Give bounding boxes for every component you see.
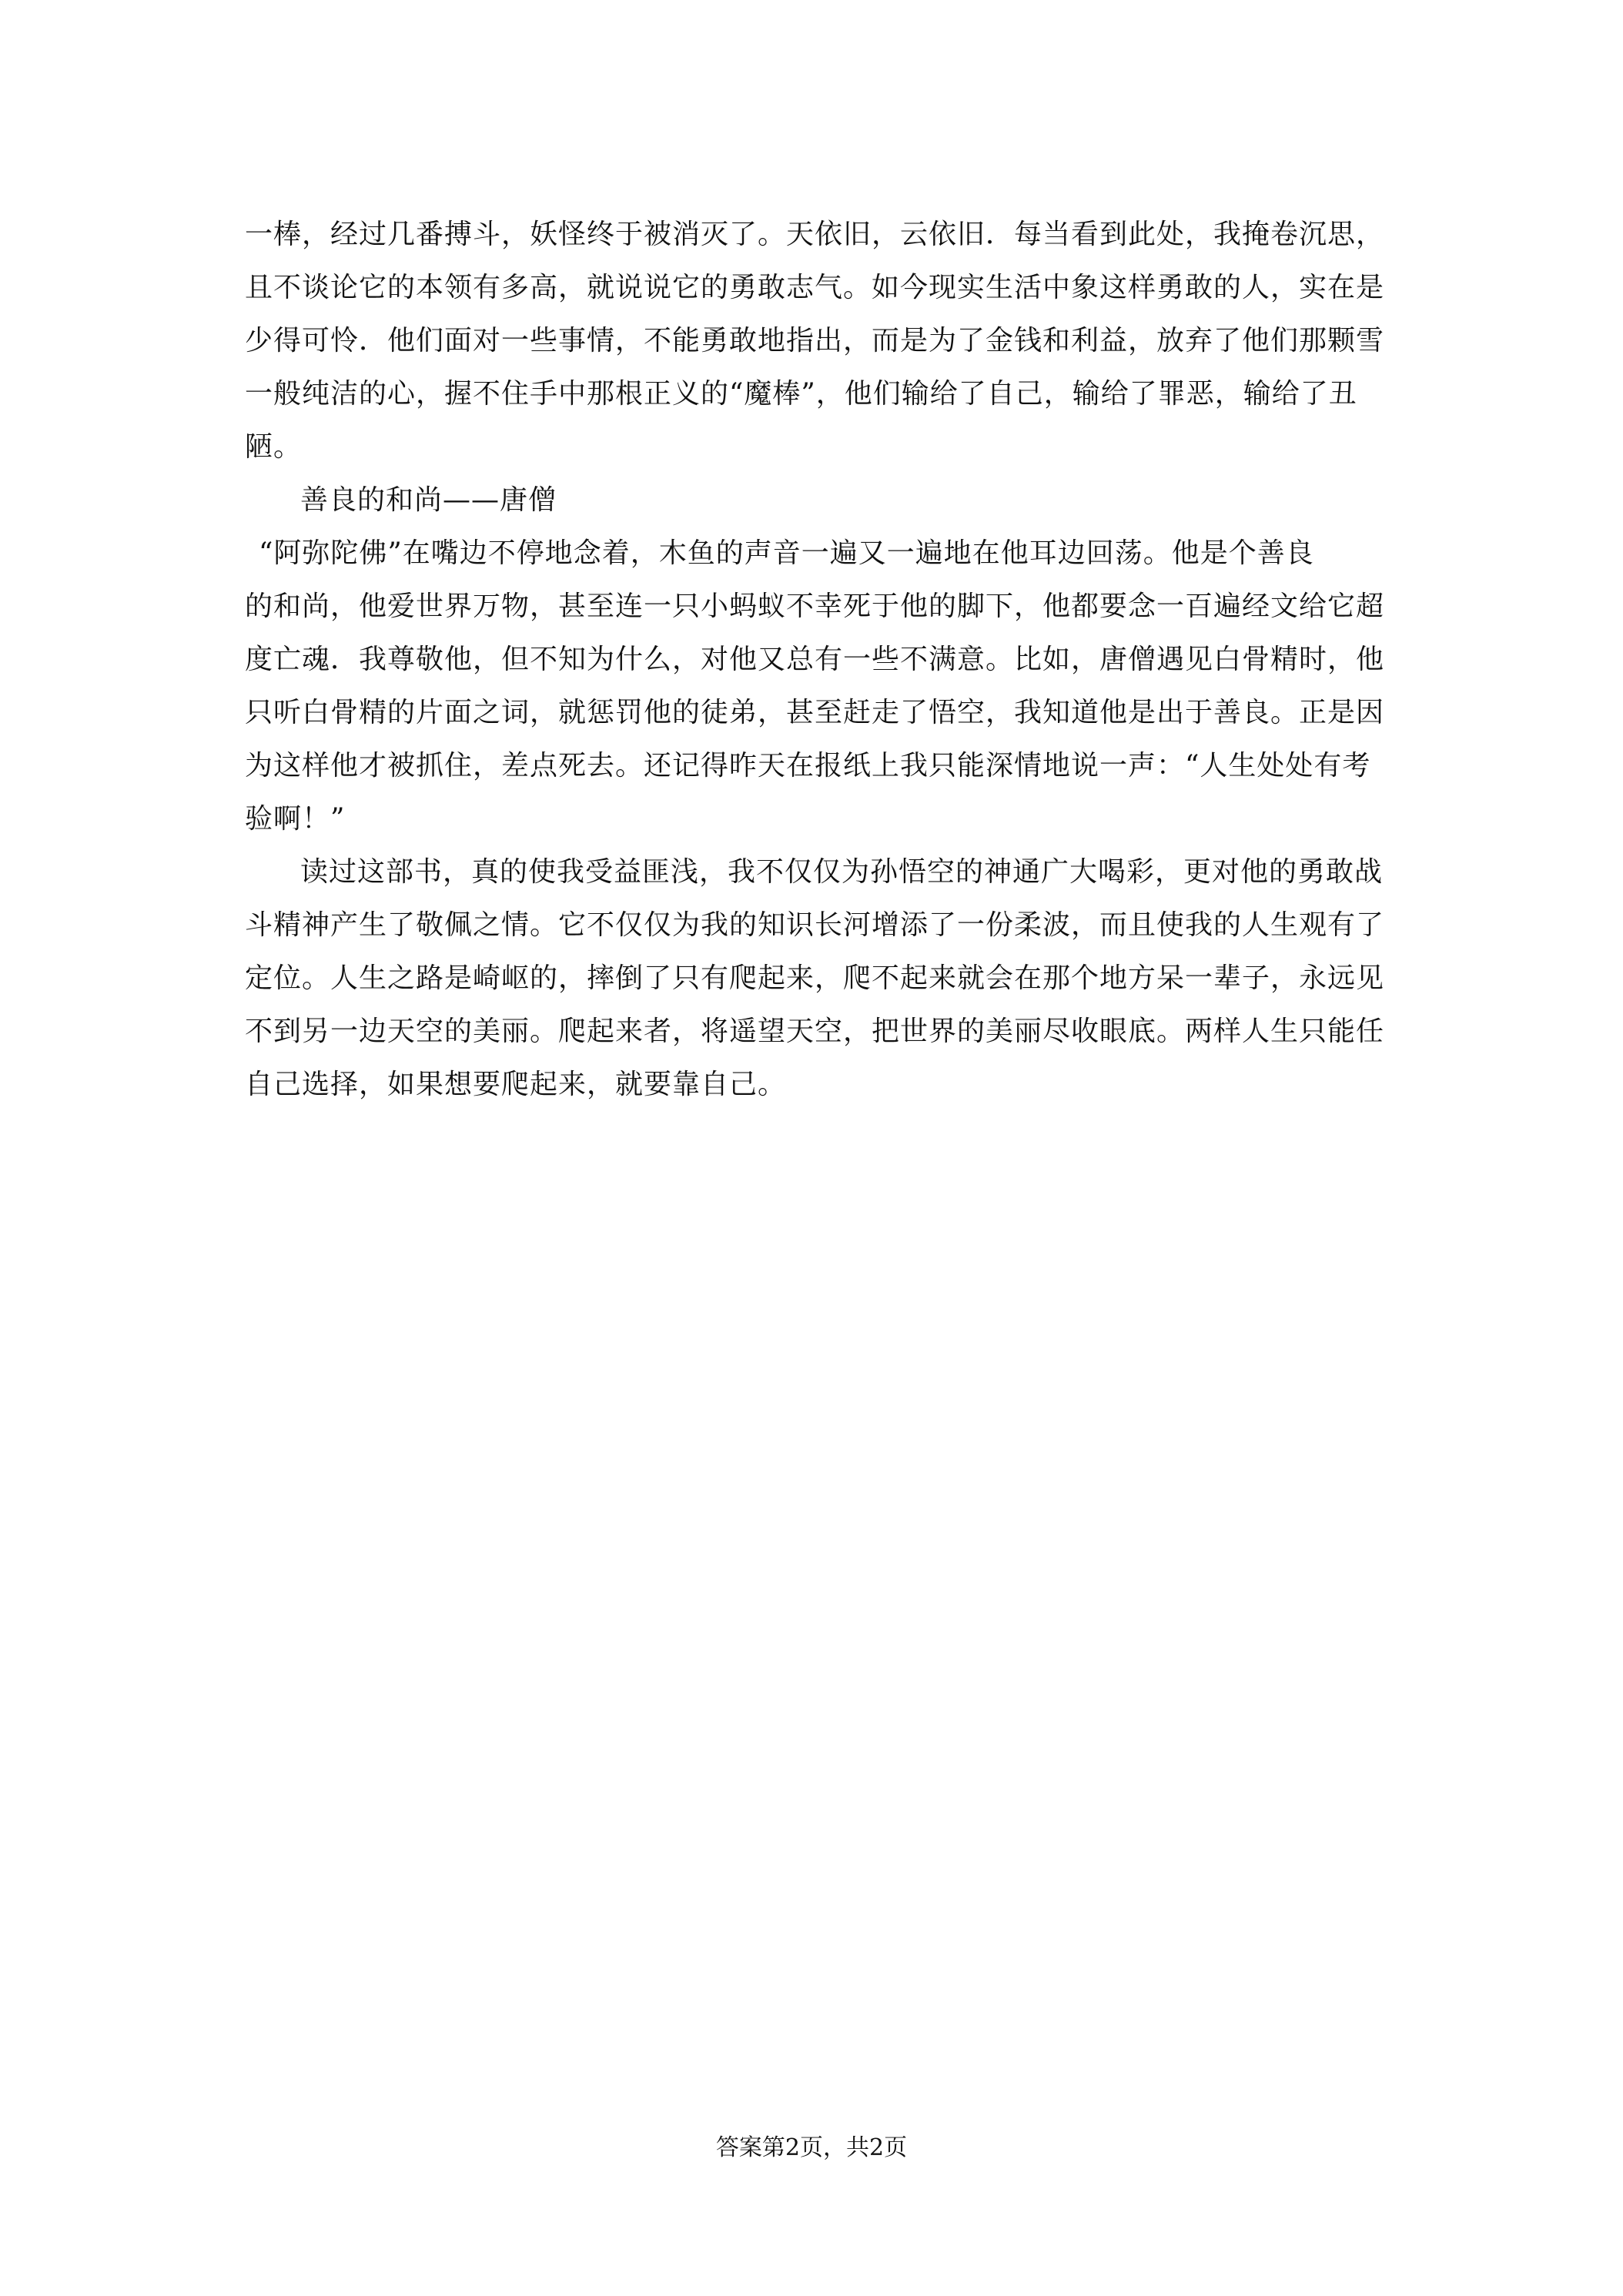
paragraph-4 <box>245 845 1384 1111</box>
section-heading: 善良的和尚——唐僧 <box>300 484 557 516</box>
text-line: 不到另一边天空的美丽。爬起来者，将遥望天空，把世界的美丽尽收眼底。两样人生只能任 <box>245 1016 1385 1047</box>
text-line: 读过这部书，真的使我受益匪浅，我不仅仅为孙悟空的神通广大喝彩，更对他的勇敢战 <box>300 856 1384 888</box>
text-line: 斗精神产生了敬佩之情。它不仅仅为我的知识长河增添了一份柔波，而且使我的人生观有了 <box>245 909 1385 941</box>
text-line: 一般纯洁的心，握不住手中那根正义的“魔棒”，他们输给了自己，输给了罪恶，输给了丑 <box>245 378 1357 410</box>
text-line: “阿弥陀佛”在嘴边不停地念着，木鱼的声音一遍又一遍地在他耳边回荡。他是个善良 <box>259 537 1314 569</box>
text-line: 一棒，经过几番搏斗，妖怪终于被消灭了。天依旧，云依旧．每当看到此处，我掩卷沉思， <box>245 219 1385 250</box>
paragraph-3 <box>245 527 1384 845</box>
text-line: 的和尚，他爱世界万物，甚至连一只小蚂蚁不幸死于他的脚下，他都要念一百遍经文给它超 <box>245 591 1385 622</box>
text-line: 且不谈论它的本领有多高，就说说它的勇敢志气。如今现实生活中象这样勇敢的人，实在是 <box>245 272 1385 303</box>
paragraph-1 <box>245 208 1384 474</box>
page-footer: 答案第2页，共2页 <box>715 2134 908 2161</box>
text-line: 为这样他才被抓住，差点死去。还记得昨天在报纸上我只能深情地说一声：“人生处处有考 <box>245 750 1371 782</box>
text-line: 陋。 <box>245 431 303 463</box>
text-line: 验啊！” <box>245 803 346 835</box>
text-line: 度亡魂．我尊敬他，但不知为什么，对他又总有一些不满意。比如，唐僧遇见白骨精时，他 <box>245 644 1385 675</box>
text-line: 自己选择，如果想要爬起来，就要靠自己。 <box>245 1069 787 1100</box>
paragraph-2-heading <box>245 474 1384 527</box>
text-line: 只听白骨精的片面之词，就惩罚他的徒弟，甚至赶走了悟空，我知道他是出于善良。正是因 <box>245 697 1385 728</box>
answer-text <box>245 208 1384 1111</box>
text-line: 定位。人生之路是崎岖的，摔倒了只有爬起来，爬不起来就会在那个地方呆一辈子，永远见 <box>245 962 1385 994</box>
text-line: 少得可怜．他们面对一些事情，不能勇敢地指出，而是为了金钱和利益，放弃了他们那颗雪 <box>245 325 1385 356</box>
